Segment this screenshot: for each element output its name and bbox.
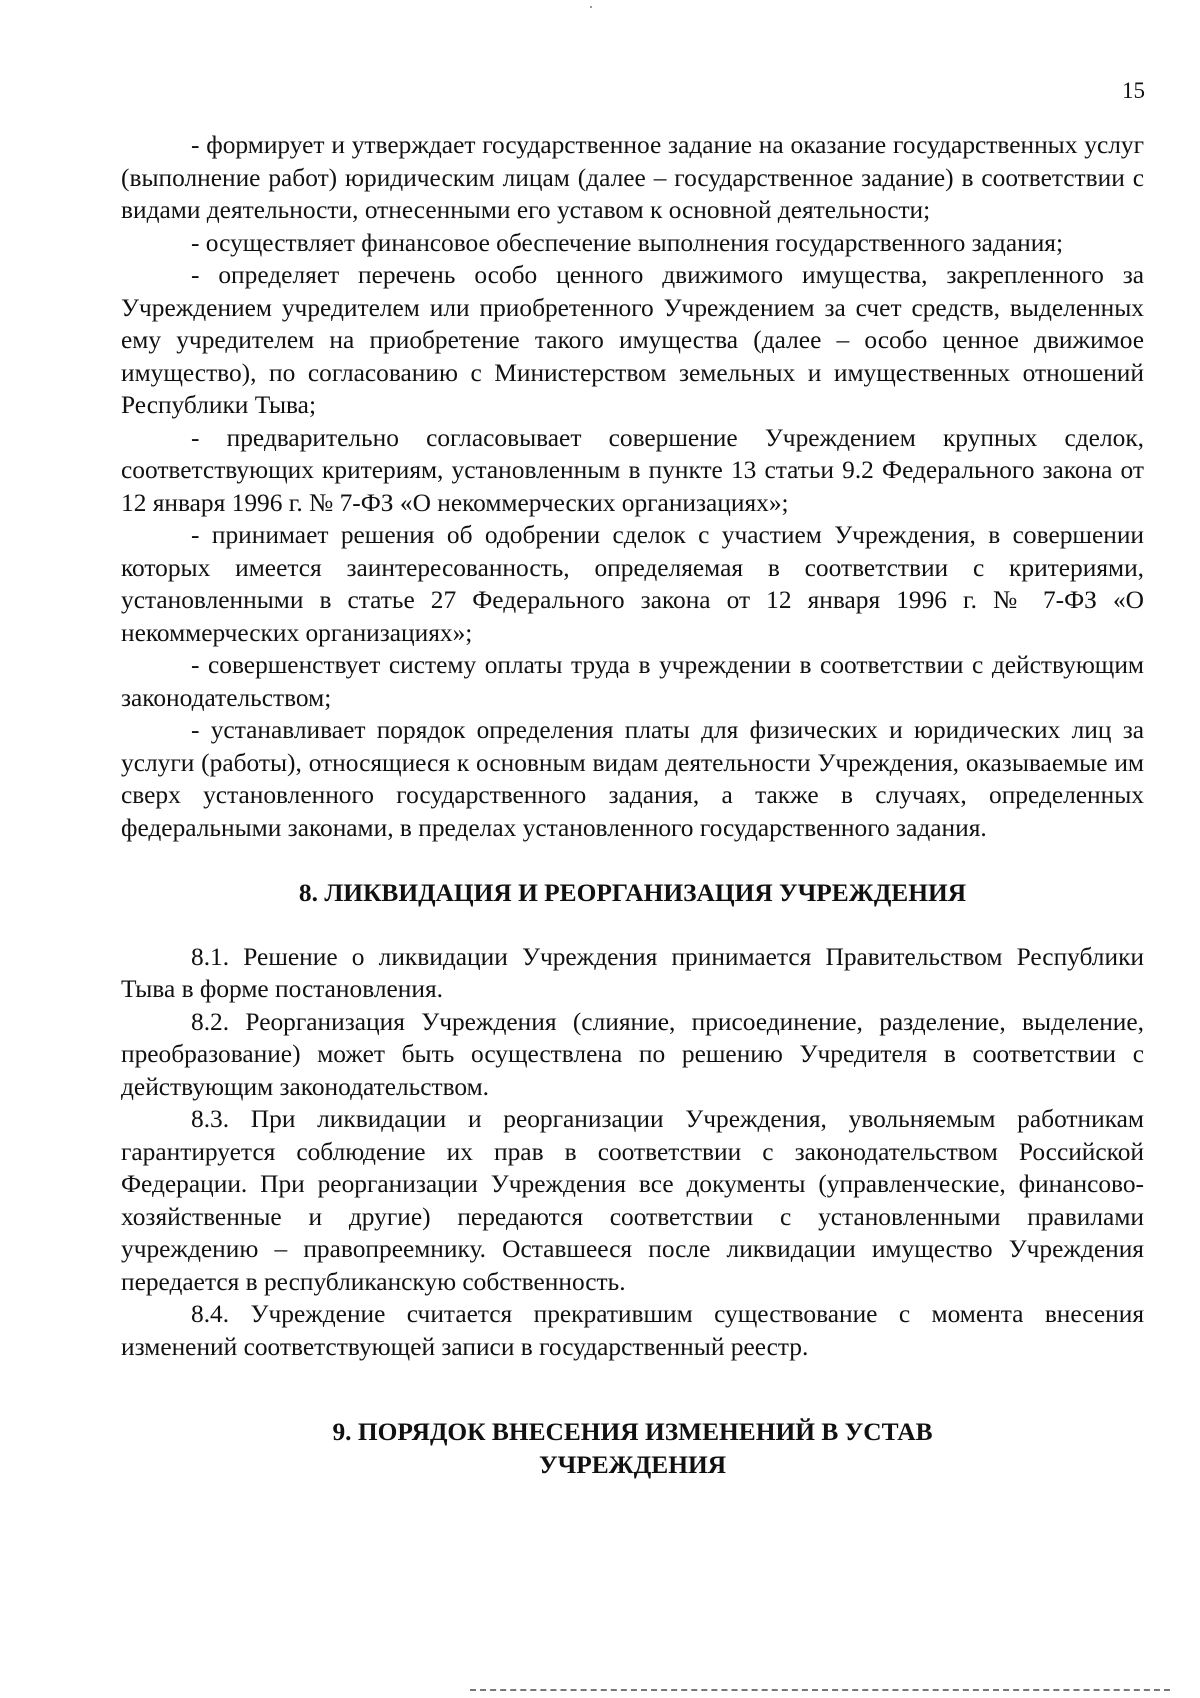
scan-edge-rule — [470, 1689, 1170, 1691]
clause-8-4: 8.4. Учреждение считается прекратившим существование с момента внесения изменений соответствующей записи в государственный реестр. — [121, 1300, 1144, 1361]
clause-8-3: 8.3. При ликвидации и реорганизации Учреждения, увольняемым работникам гарантируется соблюдение их прав в соответствии с законодательством Российской Федерации. При реорганизации Учреждения все документы (управленческие, финансово-хозяйственные и другие) передаются соответствии с установленными правилами учреждению – правопреемнику. Оставшееся после ликвидации имущество Учреждения передается в республиканскую собственность. — [121, 1105, 1144, 1296]
list-item: - определяет перечень особо ценного движимого имущества, закрепленного за Учреждением учредителем или приобретенного Учреждением за счет средств, выделенных ему учредителем на приобретение такого имущества (далее – особо ценное движимое имущество), по согласованию с Министерством земельных и имущественных отношений Республики Тыва; — [121, 261, 1144, 419]
section-9-heading: 9. ПОРЯДОК ВНЕСЕНИЯ ИЗМЕНЕНИЙ В УСТАВ УЧРЕЖДЕНИЯ — [332, 1418, 933, 1479]
scan-speck — [590, 6, 592, 8]
list-item: - устанавливает порядок определения платы для физических и юридических лиц за услуги (работы), относящиеся к основным видам деятельности Учреждения, оказываемые им сверх установленного государственного задания, а также в случаях, определенных федеральными законами, в пределах установленного государственного задания. — [121, 716, 1144, 842]
list-item: - предварительно согласовывает совершение Учреждением крупных сделок, соответствующих критериям, установленным в пункте 13 статьи 9.2 Федерального закона от 12 января 1996 г. № 7-ФЗ «О некоммерческих организациях»; — [121, 423, 1144, 517]
list-item: - совершенствует систему оплаты труда в учреждении в соответствии с действующим законодательством; — [121, 651, 1144, 712]
list-item: - принимает решения об одобрении сделок с участием Учреждения, в совершении которых имеется заинтересованность, определяемая в соответствии с критериями, установленными в статье 27 Федерального закона от 12 января 1996 г. № 7-ФЗ «О некоммерческих организациях»; — [121, 521, 1144, 647]
section-8-heading: 8. ЛИКВИДАЦИЯ И РЕОРГАНИЗАЦИЯ УЧРЕЖДЕНИЯ — [298, 879, 967, 907]
clause-8-2: 8.2. Реорганизация Учреждения (слияние, присоединение, разделение, выделение, преобразование) может быть осуществлена по решению Учредителя в соответствии с действующим законодательством. — [121, 1007, 1144, 1101]
page-number: 15 — [1122, 78, 1145, 103]
list-item: - осуществляет финансовое обеспечение выполнения государственного задания; — [191, 228, 1064, 257]
clause-8-1: 8.1. Решение о ликвидации Учреждения принимается Правительством Республики Тыва в форме постановления. — [121, 942, 1144, 1003]
list-item: - формирует и утверждает государственное задание на оказание государственных услуг (выполнение работ) юридическим лицам (далее – государственное задание) в соответствии с видами деятельности, отнесенными его уставом к основной деятельности; — [121, 131, 1144, 224]
document-body — [121, 129, 1144, 1481]
